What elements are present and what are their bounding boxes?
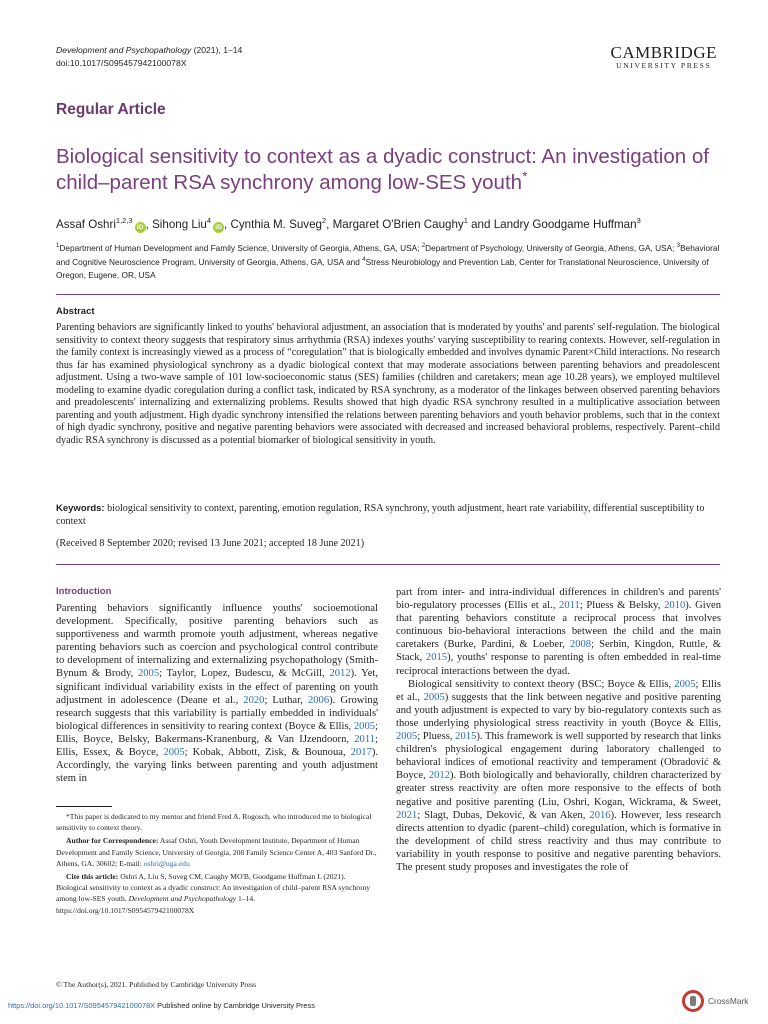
article-type: Regular Article [56,101,166,118]
text-run: ; Ellis, Essex, & Boyce, [56,733,378,759]
citation-year-link[interactable]: 2005 [353,720,376,732]
body-column-right [396,586,721,874]
author-affiliation-mark: 2 [322,216,327,225]
author-affiliation-mark: 3 [636,216,641,225]
author-name[interactable]: Assaf Oshri [56,217,116,231]
abstract-text: Parenting behaviors are significantly linked to youths' behavioral adjustment, an association that is moderated by youths' and parents' self-regulation. The biological sensitivity to context theory suggests that respiratory sinus arrhythmia (RSA) indexes youths' varying susceptibility to rearing contexts. However, self-regulation in the family context is increasingly viewed as a process of “coregulation” that is biologically embedded and involves dynamic Parent×Child interactions. No research thus far has examined physiological synchrony as a dyadic biological context that may moderate associations between parenting behaviors and preadolescent adjustment. Using a two-wave sample of 101 low-socioeconomic status (SES) families (children and caretakers; mean age 10.28 years), we employed multilevel modeling to examine dyadic coregulation during a conflict task, indicated by RSA synchrony, as a moderator of the linkages between observed parenting behaviors and preadolescents' internalizing and externalizing problems. Results showed that high dyadic RSA synchrony resulted in a multiplicative association between parenting and youth adjustment. High dyadic synchrony intensified the relations between parenting behaviors and youth behavior problems, such that in the context of high dyadic synchrony, positive and negative parenting behaviors were associated with decreased and increased behavioral problems, respectively. Parent–child dyadic RSA synchrony is discussed as a potential biomarker of biological sensitivity in youth. [56,322,720,446]
footnote-divider [56,806,112,807]
title-text: Biological sensitivity to context as a dyadic construct: An investigation of child–parent RSA synchrony among low-SES youth [56,145,709,194]
author-name[interactable]: Cynthia M. Suveg [230,217,322,231]
author-list [56,216,641,233]
text-run: ). Yet, significant individual variability exists in the effect of parenting on youth adjustment in adolescence (Deane et al., [56,668,378,706]
affiliation-text: Department of Psychology, University of Georgia, Athens, GA, USA; [425,242,677,253]
text-run: Biological sensitivity to context theory (BSC; Boyce & Ellis, [408,678,675,690]
footer-doi-link[interactable]: https://doi.org/10.1017/S095457942100078X [8,1001,156,1010]
article-title [56,144,736,196]
author-separator: , [326,217,333,231]
paragraph [396,586,721,678]
citation-year-link[interactable]: 2011 [354,733,376,745]
keywords-label: Keywords: [56,503,105,514]
footer-published: Published online by Cambridge University Press [155,1001,315,1010]
affiliations [56,240,720,281]
body-column-left [56,602,378,785]
received-dates: (Received 8 September 2020; revised 13 June 2021; accepted 18 June 2021) [56,538,365,549]
abstract-bottom-divider [56,564,720,565]
footer-line [8,1001,315,1010]
text-run: ; Serbin, Kingdon, Ruttle, & Stack, [396,639,722,664]
citation-year-link[interactable]: 2011 [559,600,580,612]
paragraph [56,602,378,785]
text-run: ; Ellis et al., [396,678,721,703]
journal-name: Development and Psychopathology [56,45,192,55]
affiliation-mark: 1 [56,243,60,249]
orcid-icon[interactable]: iD [135,222,146,233]
citation-year-link[interactable]: 2012 [428,770,450,782]
crossmark-badge[interactable] [682,990,748,1012]
citation-year-link[interactable]: 2017 [350,747,372,759]
text-run: ; Pluess & Belsky, [579,600,665,612]
text-run: ). However, less research directs attention to dyadic (parent–child) coregulation, which is formative in the development of child stress reactivity and thus may contribute to variability in youth response to positive and negative parenting behaviors. The present study proposes and investigates the role of [396,809,721,873]
affiliation-text: Stress Neurobiology and Prevention Lab, Center for Translational Neuroscience, University of Oregon, Eugene, OR, USA [56,257,709,280]
citation-note [56,871,378,916]
text-run: ). This framework is well supported by research that links children's physiological engagement during laboratory challenged to behavioral indices of emotional reactivity and temperament (Obradović & Boyce, [396,731,722,782]
citation-year-link[interactable]: 2008 [569,639,592,651]
text-run: ). Given that parenting behaviors constitute a reciprocal process that involves continuous bio-behavioral interactions between the child and the main caretakers (Burke, Pardini, & Loeber, [396,600,722,651]
publisher-name: CAMBRIDGE [610,43,717,62]
copyright-notice: © The Author(s), 2021. Published by Cambridge University Press [56,980,257,989]
crossmark-icon [682,990,704,1012]
text-run: ; Kobak, Abbott, Zisk, & Bounoua, [184,747,351,759]
citation-label: Cite this article: [66,872,119,882]
author-name[interactable]: Sihong Liu [152,217,207,231]
citation-year-link[interactable]: 2005 [137,668,160,680]
citation-year-link[interactable]: 2005 [163,747,185,759]
author-name[interactable]: Landry Goodgame Huffman [493,217,637,231]
affiliation-mark: 3 [676,243,681,249]
author-separator: , [224,217,231,231]
citation-year-link[interactable]: 2005 [396,731,418,743]
affiliation-mark: 2 [421,243,426,249]
text-run: ), youths' response to parenting is often embedded in real-time reciprocal interactions between the dyad. [396,652,721,677]
author-affiliation-mark: 1,2,3 [115,216,133,225]
text-run: ; Luthar, [264,694,308,706]
keywords-text: biological sensitivity to context, parenting, emotion regulation, RSA synchrony, youth adjustment, heart rate variability, differential susceptibility to context [56,503,705,527]
text-run: Parenting behaviors significantly influence youths' socioemotional development. Specifically, positive parenting behaviors such as supportiveness and warmth promote youth adjustment, whereas negative parenting behaviors such as coercion and psychological control contribute to development of internalizing and externalizing psychopathology (Smith-Bynum & Brody, [56,603,378,680]
article-doi[interactable]: doi:10.1017/S095457942100078X [56,58,187,68]
crossmark-label: CrossMark [708,996,749,1006]
correspondence-note [56,835,378,869]
affiliation-text: Behavioral and Cognitive Neuroscience Program, University of Georgia, Athens, GA, USA and [56,242,720,268]
author-affiliation-mark: 1 [463,216,468,225]
text-run: ). Growing research suggests that this variability is partially embedded in individuals' biological differences in sensitivity to rearing context (Boyce & Ellis, [56,694,378,732]
author-name[interactable]: Margaret O'Brien Caughy [332,217,464,231]
text-run: ; Taylor, Lopez, Budescu, & McGill, [159,668,330,680]
citation-end: 1–14. https://doi.org/10.1017/S095457942100078X [56,894,256,915]
citation-year-link[interactable]: 2012 [329,668,351,680]
correspondence-text: Assaf Oshri, Youth Development Institute, Department of Human Development and Family Science, University of Georgia, 208 Family Science Center A, 403 Sanford Dr., Athens, GA, 30602; E-mail: [56,836,377,868]
citation-year-link[interactable]: 2010 [664,600,686,612]
citation-text: Oshri A, Liu S, Suveg CM, Caughy MO'B, Goodgame Huffman L (2021). Biological sensitivity to context as a dyadic construct: An investigation of child–parent RSA synchrony among low-SES youth. [56,872,371,904]
text-run: ; Slagt, Dubas, Deković, & van Aken, [417,809,590,821]
citation-year-link[interactable]: 2021 [396,809,418,821]
author-separator: and [467,217,494,231]
running-header [56,44,242,70]
text-run: ). Accordingly, the varying links between parenting and youth adjustment stem in [56,747,379,785]
citation-year-link[interactable]: 2020 [243,694,265,706]
author-separator: , [145,217,153,231]
citation-year-link[interactable]: 2005 [674,678,696,690]
publisher-logo[interactable] [610,44,717,70]
paragraph [396,678,721,874]
abstract-heading: Abstract [56,306,95,317]
orcid-icon[interactable]: iD [213,222,224,233]
text-run: ; Pluess, [417,731,456,743]
affiliation-mark: 4 [362,257,366,264]
citation-year-link[interactable]: 2015 [455,731,477,743]
author-affiliation-mark: 4 [206,216,212,225]
text-run: ; Ellis, Boyce, Belsky, Bakermans-Kranenburg, & Van IJzendoorn, [56,720,378,745]
introduction-heading: Introduction [56,586,112,597]
affiliation-text: Department of Human Development and Family Science, University of Georgia, Athens, GA, USA; [59,242,422,253]
text-run: ) suggests that the link between negative and positive parenting and youth adjustment is expected to vary by bio-regulatory contexts such as those underlying physiological stress reactivity in youth (Boyce & Ellis, [396,691,721,729]
footnotes [56,811,378,918]
correspondence-email-link[interactable]: oshri@uga.edu [143,858,190,868]
citation-year-link[interactable]: 2006 [307,694,330,706]
publisher-subname: UNIVERSITY PRESS [616,61,712,70]
citation-year-link[interactable]: 2016 [589,809,611,821]
citation-year-link[interactable]: 2005 [423,691,445,703]
citation-year-link[interactable]: 2015 [425,652,448,664]
journal-volume: (2021), 1–14 [191,45,243,55]
dedication-note: *This paper is dedicated to my mentor and friend Fred A. Rogosch, who introduced me to biological sensitivity to context theory. [56,812,372,833]
correspondence-label: Author for Correspondence: [66,836,159,846]
keywords [56,502,720,528]
text-run: ). Both biologically and behaviorally, children characterized by greater stress reactivity are often more responsive to the effects of both negative and positive parenting (Liu, Oshri, Kogan, Wickrama, & Sweet, [396,770,721,808]
citation-journal: Development and Psychopathology [128,894,237,904]
abstract-top-divider [56,294,720,295]
title-footnote-mark[interactable]: * [522,168,528,185]
text-run: part from inter- and intra-individual differences in children's and parents' bio-regulatory processes (Ellis et al., [396,587,721,612]
